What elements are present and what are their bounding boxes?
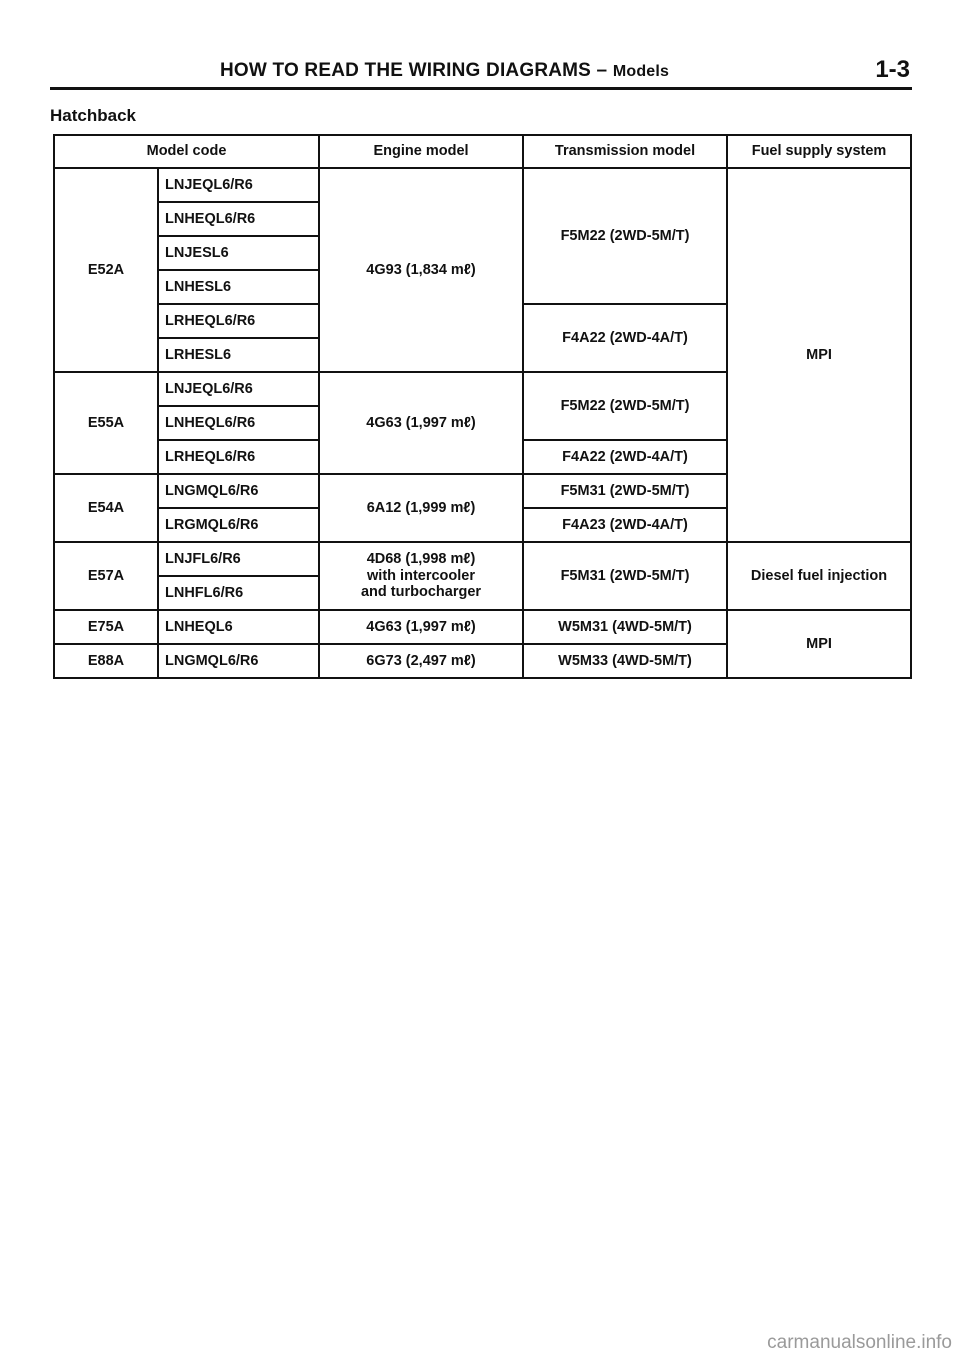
- series-cell: E52A: [54, 168, 158, 372]
- engine-cell: [319, 542, 523, 610]
- transmission-cell: F5M31 (2WD-5M/T): [523, 542, 727, 610]
- watermark: carmanualsonline.info: [767, 1332, 952, 1353]
- transmission-cell: F4A22 (2WD-4A/T): [523, 440, 727, 474]
- title-sub: Models: [612, 63, 670, 80]
- model-code-cell: LRGMQL6/R6: [158, 508, 319, 542]
- header-fuel-supply: Fuel supply system: [727, 135, 911, 168]
- series-cell: E55A: [54, 372, 158, 474]
- engine-cell: 4G93 (1,834 mℓ): [319, 168, 523, 372]
- page-title: [220, 60, 669, 82]
- model-code-cell: LNHEQL6/R6: [158, 202, 319, 236]
- series-cell: E88A: [54, 644, 158, 678]
- model-code-cell: LRHESL6: [158, 338, 319, 372]
- model-code-cell: LNHESL6: [158, 270, 319, 304]
- engine-line: 4D68 (1,998 mℓ): [366, 550, 476, 567]
- transmission-cell: F5M22 (2WD-5M/T): [523, 372, 727, 440]
- table-header-row: [54, 135, 911, 168]
- engine-line: and turbocharger: [360, 584, 482, 601]
- table-row: [54, 542, 911, 576]
- engine-line: with intercooler: [367, 567, 475, 584]
- engine-cell: 6G73 (2,497 mℓ): [319, 644, 523, 678]
- page-header: [50, 56, 912, 90]
- transmission-cell: F4A22 (2WD-4A/T): [523, 304, 727, 372]
- model-code-cell: LNGMQL6/R6: [158, 644, 319, 678]
- title-separator: –: [596, 60, 608, 81]
- series-cell: E54A: [54, 474, 158, 542]
- transmission-cell: W5M31 (4WD-5M/T): [523, 610, 727, 644]
- title-main: HOW TO READ THE WIRING DIAGRAMS: [220, 60, 592, 81]
- header-model-code: Model code: [54, 135, 319, 168]
- engine-cell: 6A12 (1,999 mℓ): [319, 474, 523, 542]
- transmission-cell: W5M33 (4WD-5M/T): [523, 644, 727, 678]
- engine-cell: 4G63 (1,997 mℓ): [319, 610, 523, 644]
- engine-cell: 4G63 (1,997 mℓ): [319, 372, 523, 474]
- model-code-cell: LNHEQL6: [158, 610, 319, 644]
- series-cell: E57A: [54, 542, 158, 610]
- model-code-cell: LRHEQL6/R6: [158, 304, 319, 338]
- fuel-cell: MPI: [727, 610, 911, 678]
- fuel-cell: Diesel fuel injection: [727, 542, 911, 610]
- model-code-cell: LNJFL6/R6: [158, 542, 319, 576]
- transmission-cell: F5M22 (2WD-5M/T): [523, 168, 727, 304]
- model-code-cell: LRHEQL6/R6: [158, 440, 319, 474]
- header-rule: [50, 87, 912, 90]
- model-code-cell: LNJEQL6/R6: [158, 372, 319, 406]
- transmission-cell: F4A23 (2WD-4A/T): [523, 508, 727, 542]
- header-engine-model: Engine model: [319, 135, 523, 168]
- model-code-cell: LNJESL6: [158, 236, 319, 270]
- fuel-cell: MPI: [727, 168, 911, 542]
- page-number: 1-3: [875, 56, 910, 83]
- series-cell: E75A: [54, 610, 158, 644]
- model-code-cell: LNGMQL6/R6: [158, 474, 319, 508]
- models-table: [53, 134, 912, 679]
- section-title: Hatchback: [50, 106, 136, 125]
- table-row: [54, 610, 911, 644]
- model-code-cell: LNJEQL6/R6: [158, 168, 319, 202]
- model-code-cell: LNHFL6/R6: [158, 576, 319, 610]
- model-code-cell: LNHEQL6/R6: [158, 406, 319, 440]
- transmission-cell: F5M31 (2WD-5M/T): [523, 474, 727, 508]
- header-transmission-model: Transmission model: [523, 135, 727, 168]
- table-row: [54, 168, 911, 202]
